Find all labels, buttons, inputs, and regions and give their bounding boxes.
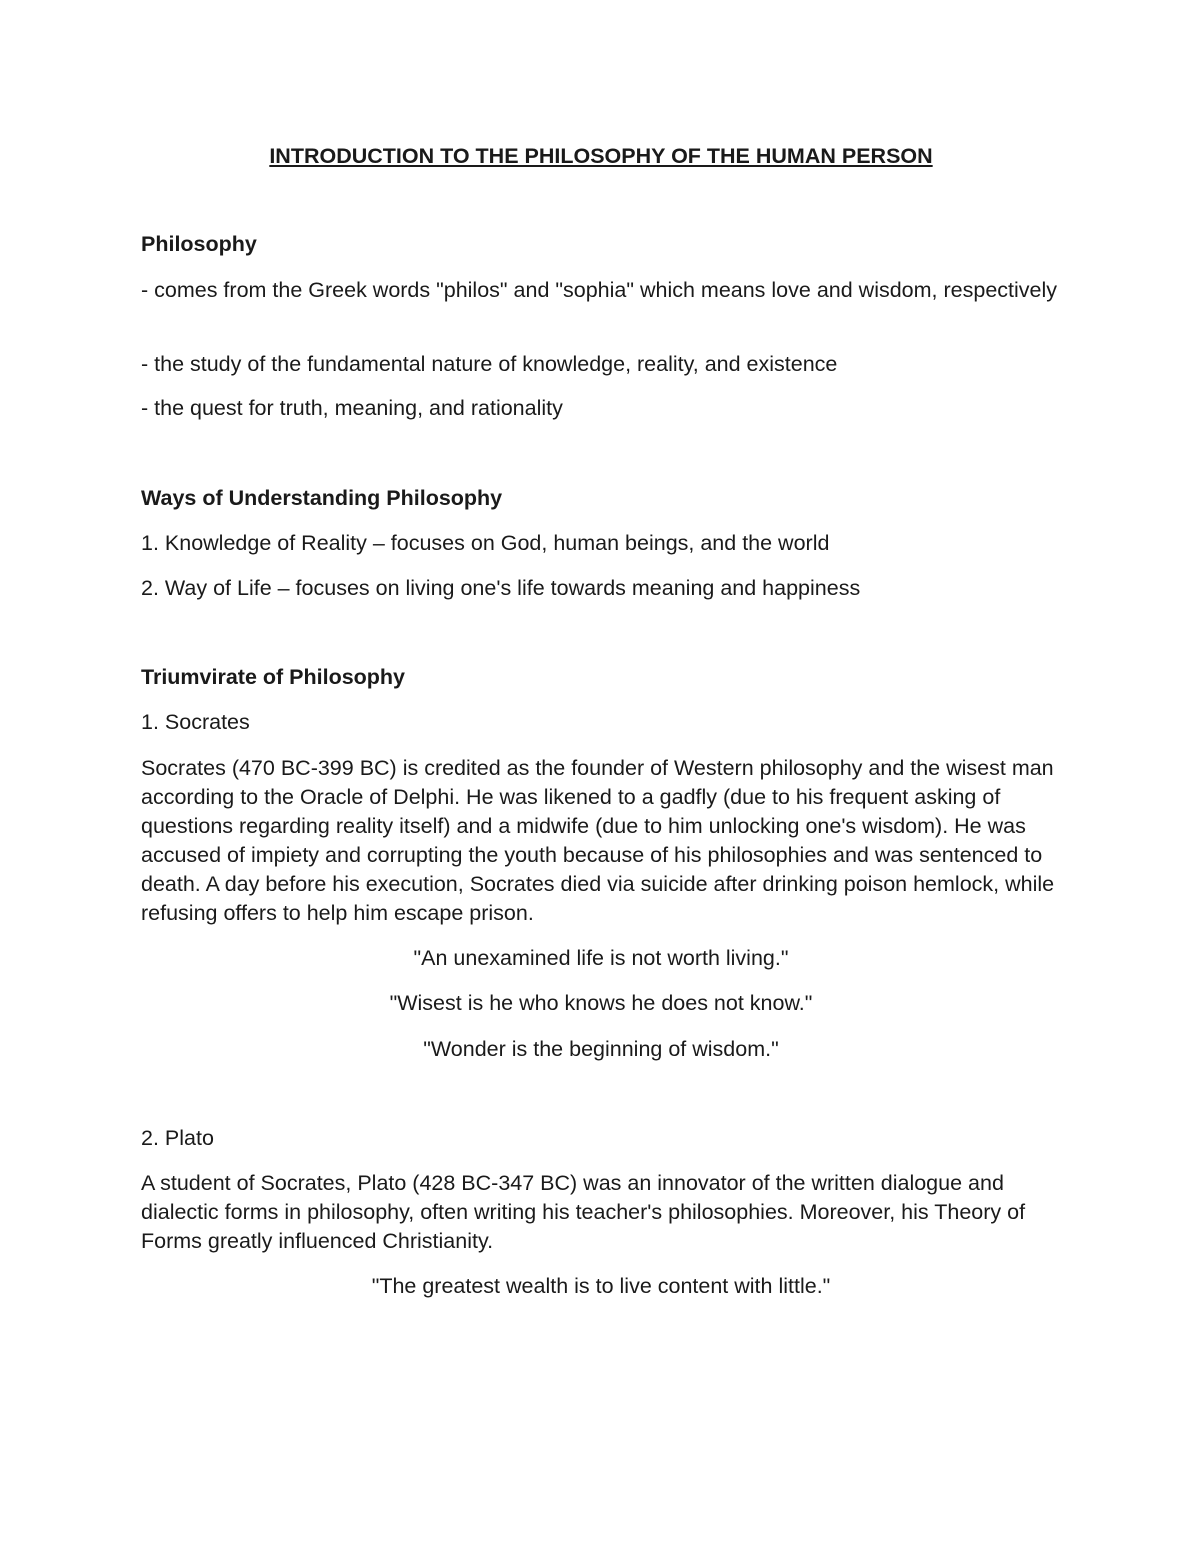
philosophy-line-3: - the quest for truth, meaning, and rationality — [141, 396, 563, 420]
socrates-quote-2: "Wisest is he who knows he does not know." — [389, 991, 813, 1015]
philosopher-bio-socrates: Socrates (470 BC-399 BC) is credited as the founder of Western philosophy and the wisest man according to the Oracle of Delphi. He was likened to a gadfly (due to his frequent asking of questions regarding reality itself) and a midwife (due to him unlocking one's wisdom). He was accused of impiety and corrupting the youth because of his philosophies and was sentenced to death. A day before his execution, Socrates died via suicide after drinking poison hemlock, while refusing offers to help him escape prison. — [141, 756, 1055, 925]
socrates-quote-3: "Wonder is the beginning of wisdom." — [423, 1037, 779, 1061]
section-heading-ways: Ways of Understanding Philosophy — [141, 486, 503, 510]
philosophy-line-2: - the study of the fundamental nature of knowledge, reality, and existence — [141, 352, 838, 376]
philosopher-name-socrates: 1. Socrates — [141, 710, 250, 734]
socrates-quote-1: "An unexamined life is not worth living." — [413, 946, 789, 970]
section-heading-philosophy: Philosophy — [141, 232, 257, 256]
philosopher-name-plato: 2. Plato — [141, 1126, 214, 1150]
plato-quote-1: "The greatest wealth is to live content with little." — [371, 1274, 831, 1298]
ways-line-1: 1. Knowledge of Reality – focuses on God, human beings, and the world — [141, 531, 830, 555]
section-heading-triumvirate: Triumvirate of Philosophy — [141, 665, 406, 689]
philosopher-bio-plato: A student of Socrates, Plato (428 BC-347 BC) was an innovator of the written dialogue and dialectic forms in philosophy, often writing his teacher's philosophies. Moreover, his Theory of Forms greatly influenced Christianity. — [141, 1171, 1026, 1253]
philosophy-line-1: - comes from the Greek words "philos" and "sophia" which means love and wisdom, respectively — [141, 278, 1058, 302]
ways-line-2: 2. Way of Life – focuses on living one's life towards meaning and happiness — [141, 576, 861, 600]
document-title: INTRODUCTION TO THE PHILOSOPHY OF THE HUMAN PERSON — [269, 144, 933, 168]
